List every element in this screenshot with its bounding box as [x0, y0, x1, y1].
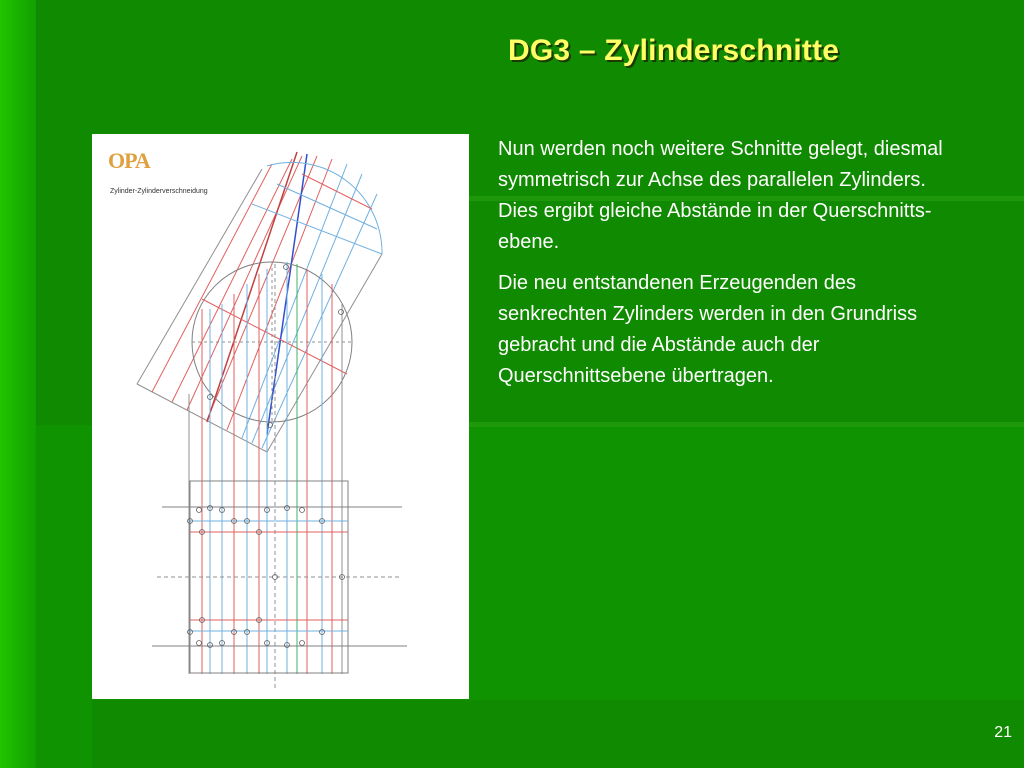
paragraph: Nun werden noch weitere Schnitte gelegt, diesmal symmetrisch zur Achse des parallelen Zylinders. Dies ergibt gleiche Abstände in der Querschnitts-ebene.: [498, 138, 943, 253]
slide-title: DG3 – Zylinderschnitte: [508, 34, 840, 67]
body-text: [498, 134, 948, 402]
background-band-bottom: [92, 700, 1024, 768]
figure-caption: Zylinder-Zylinderverschneidung: [110, 188, 208, 195]
page-number: 21: [994, 724, 1012, 741]
background-left-strip: [0, 0, 36, 768]
construction-drawing: [92, 134, 469, 699]
background-line: [469, 422, 1024, 427]
paragraph: Die neu entstandenen Erzeugenden des senkrechten Zylinders werden in den Grundriss gebracht und die Abstände auch der Querschnittsebene übertragen.: [498, 272, 918, 387]
cylinder-intersection-drawing: [92, 134, 469, 699]
opa-logo: OPA: [108, 148, 150, 173]
